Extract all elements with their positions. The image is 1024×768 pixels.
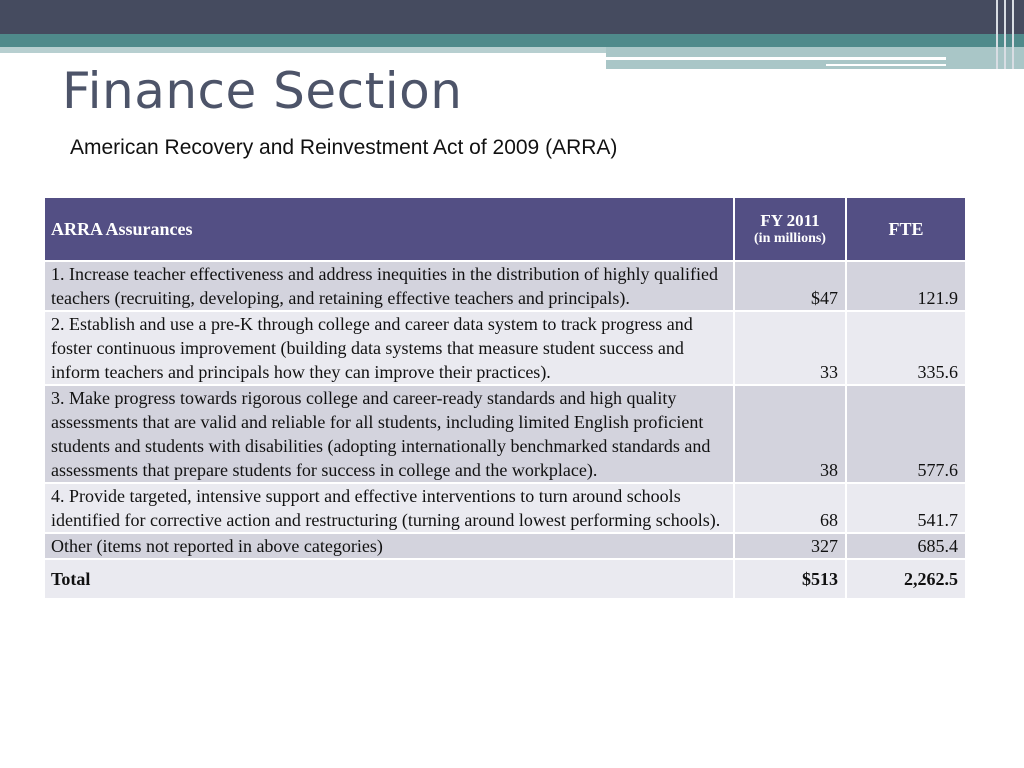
table-row: [44, 261, 966, 311]
row-description: 2. Establish and use a pre-K through college and career data system to track progress and foster continuous improvement (building data systems that measure student success and inform teachers and principals how they can improve their practices).: [44, 311, 734, 385]
row-fte-value: 577.6: [846, 385, 966, 483]
row-fte-value: 121.9: [846, 261, 966, 311]
slide-subtitle: American Recovery and Reinvestment Act of 2009 (ARRA): [70, 136, 618, 159]
header-fy: [734, 197, 846, 261]
header-stripe: [1004, 0, 1006, 69]
arra-table: [43, 196, 967, 600]
row-fte-value: 685.4: [846, 533, 966, 559]
slide-title: Finance Section: [62, 62, 463, 120]
row-fy-value: 38: [734, 385, 846, 483]
table-total-row: [44, 559, 966, 599]
header-line: [606, 57, 946, 60]
row-description: 4. Provide targeted, intensive support and effective interventions to turn around schools identified for corrective action and restructuring (turning around lowest performing schools).: [44, 483, 734, 533]
table-row: [44, 311, 966, 385]
header-stripe: [996, 0, 998, 69]
row-description: Other (items not reported in above categories): [44, 533, 734, 559]
header-line-short: [826, 64, 946, 66]
table-row: [44, 533, 966, 559]
header-fy-unit: (in millions): [754, 230, 826, 246]
total-fte-value: 2,262.5: [846, 559, 966, 599]
row-fte-value: 541.7: [846, 483, 966, 533]
row-description: 1. Increase teacher effectiveness and address inequities in the distribution of highly qualified teachers (recruiting, developing, and retaining effective teachers and principals).: [44, 261, 734, 311]
total-label: Total: [44, 559, 734, 599]
total-fy-value: $513: [734, 559, 846, 599]
row-fy-value: $47: [734, 261, 846, 311]
header-stripe: [1012, 0, 1014, 69]
table-row: [44, 483, 966, 533]
row-fy-value: 68: [734, 483, 846, 533]
row-fy-value: 33: [734, 311, 846, 385]
header-band-teal: [0, 34, 1024, 47]
table-row: [44, 385, 966, 483]
row-description: 3. Make progress towards rigorous college and career-ready standards and high quality assessments that are valid and reliable for all students, including limited English proficient students and students with disabilities (adopting internationally benchmarked standards and assessments that prepare students for success in college and the workplace).: [44, 385, 734, 483]
header-assurances: ARRA Assurances: [44, 197, 734, 261]
table-header-row: [44, 197, 966, 261]
row-fy-value: 327: [734, 533, 846, 559]
header-fy-year: FY 2011: [760, 210, 820, 230]
header-band-light: [0, 47, 606, 53]
row-fte-value: 335.6: [846, 311, 966, 385]
header-fte: FTE: [846, 197, 966, 261]
header-band-dark: [0, 0, 1024, 34]
